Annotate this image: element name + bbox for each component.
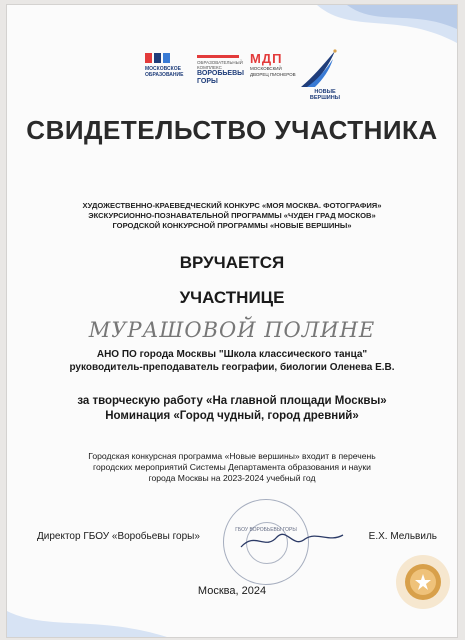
awarded-heading: ВРУЧАЕТСЯ xyxy=(179,253,285,272)
recipient-name: МУРАШОВОЙ ПОЛИНЕ xyxy=(88,318,376,342)
stamp-text: ГБОУ ВОРОБЬЕВЫ ГОРЫ xyxy=(235,527,297,533)
teacher-line: руководитель-преподаватель географии, биологии Оленева Е.В. xyxy=(69,362,395,373)
logos-strip xyxy=(145,47,345,109)
program-note xyxy=(42,451,422,484)
contest-line-3: ГОРОДСКОЙ КОНКУРСНОЙ ПРОГРАММЫ «НОВЫЕ ВЕРШИНЫ» xyxy=(112,221,352,230)
program-line-2: городских мероприятий Системы Департамента образования и науки xyxy=(93,462,371,472)
vorobyovy-gory-logo xyxy=(197,55,247,86)
contest-line-2: ЭКСКУРСИОННО-ПОЗНАВАТЕЛЬНОЙ ПРОГРАММЫ «ЧУДЕН ГРАД МОСКОВ» xyxy=(88,211,376,220)
certificate-sheet xyxy=(6,4,458,638)
participant-heading: УЧАСТНИЦЕ xyxy=(179,288,285,307)
organization-info xyxy=(27,348,437,374)
novye-vershiny-text: НОВЫЕ ВЕРШИНЫ xyxy=(309,89,341,101)
contest-line-1: ХУДОЖЕСТВЕННО-КРАЕВЕДЧЕСКИЙ КОНКУРС «МОЯ МОСКВА. ФОТОГРАФИЯ» xyxy=(82,201,382,210)
work-title: за творческую работу «На главной площади Москвы» xyxy=(77,395,387,407)
program-line-1: Городская конкурсная программа «Новые вершины» входит в перечень xyxy=(88,451,376,461)
award-medal-icon xyxy=(394,553,452,611)
vorobyovy-gory-subtitle: ОБРАЗОВАТЕЛЬНЫЙ КОМПЛЕКС xyxy=(197,60,243,70)
mountain-icon xyxy=(295,47,343,91)
moscow-education-text: МОСКОВСКОЕ ОБРАЗОВАНИЕ xyxy=(145,66,184,78)
bottom-left-wave-decoration xyxy=(7,597,167,637)
work-info xyxy=(27,394,437,424)
program-line-3: города Москвы на 2023-2024 учебный год xyxy=(148,473,316,483)
director-name: Е.Х. Мельвиль xyxy=(368,531,437,542)
signature-block xyxy=(37,523,437,583)
contest-description xyxy=(37,201,427,231)
moscow-education-logo xyxy=(145,53,189,78)
mdp-logo xyxy=(250,52,298,77)
certificate-title: СВИДЕТЕЛЬСТВО УЧАСТНИКА xyxy=(26,115,438,145)
mdp-mark: МДП xyxy=(250,51,283,66)
mdp-text: МОСКОВСКИЙ ДВОРЕЦ ПИОНЕРОВ xyxy=(250,66,296,77)
nomination: Номинация «Город чудный, город древний» xyxy=(105,410,359,422)
signature-scribble xyxy=(237,525,347,555)
director-title: Директор ГБОУ «Воробьевы горы» xyxy=(37,531,200,542)
novye-vershiny-logo xyxy=(295,47,343,107)
city-year: Москва, 2024 xyxy=(197,585,267,597)
organization-line: АНО ПО города Москвы "Школа классического танца" xyxy=(96,349,368,360)
vorobyovy-gory-title: ВОРОБЬЕВЫ ГОРЫ xyxy=(197,70,244,85)
